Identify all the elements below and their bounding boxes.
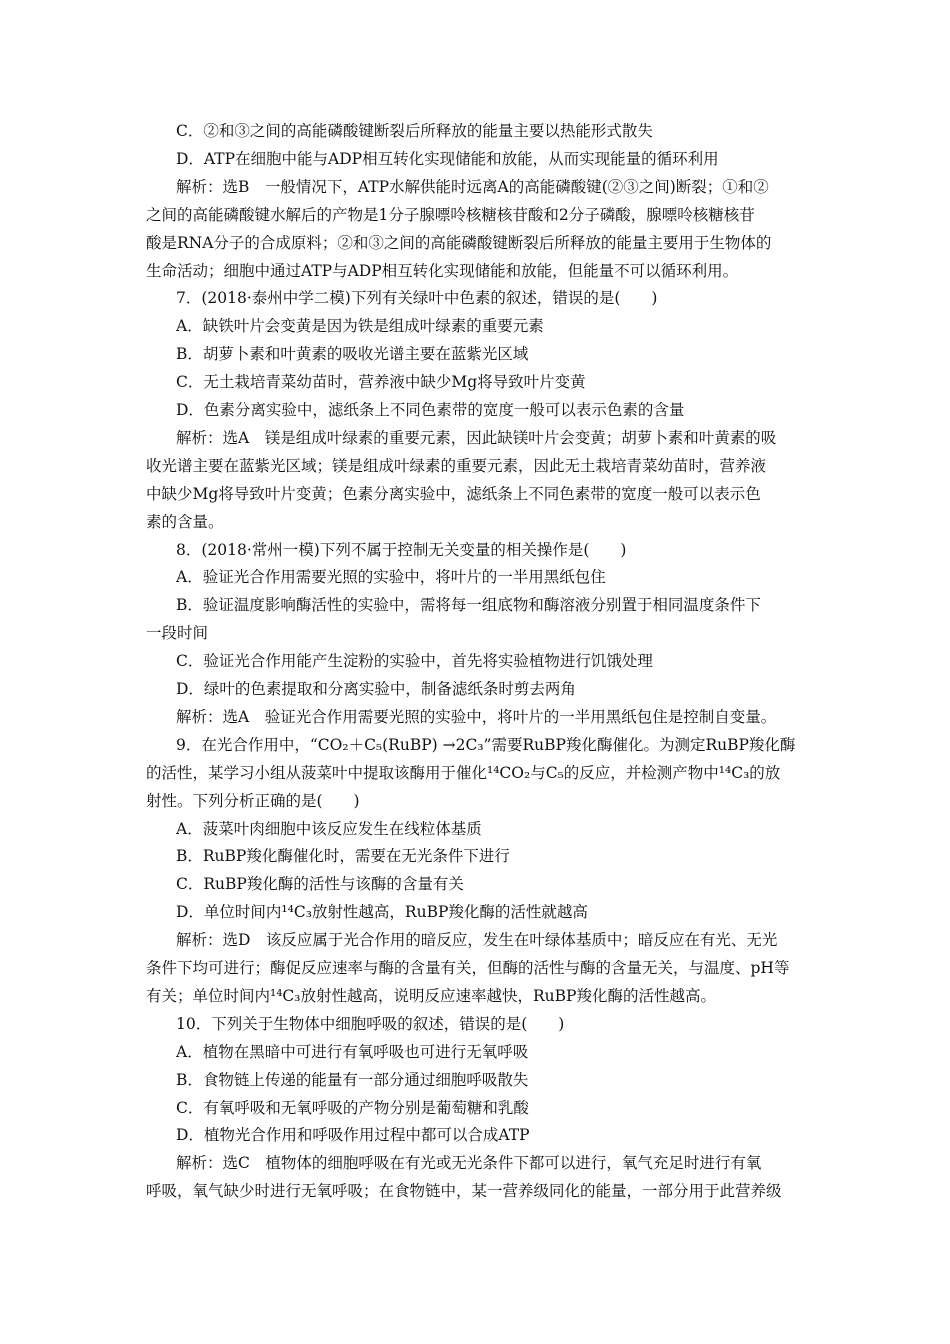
text-line: C．②和③之间的高能磷酸键断裂后所释放的能量主要以热能形式散失 [176, 122, 653, 140]
text-line: C．有氧呼吸和无氧呼吸的产物分别是葡萄糖和乳酸 [176, 1099, 529, 1117]
text-line: 素的含量。 [146, 513, 224, 531]
text-line: 解析：选A 验证光合作用需要光照的实验中，将叶片的一半用黑纸包住是控制自变量。 [176, 708, 777, 726]
text-line: 解析：选C 植物体的细胞呼吸在有光或无光条件下都可以进行，氧气充足时进行有氧 [176, 1154, 762, 1172]
text-line: 酸是RNA分子的合成原料；②和③之间的高能磷酸键断裂后所释放的能量主要用于生物体的 [146, 234, 772, 252]
text-line: C．无土栽培青菜幼苗时，营养液中缺少Mg将导致叶片变黄 [176, 373, 586, 391]
text-line: 收光谱主要在蓝紫光区域；镁是组成叶绿素的重要元素，因此无土栽培青菜幼苗时，营养液 [146, 457, 767, 475]
text-line: B．验证温度影响酶活性的实验中，需将每一组底物和酶溶液分别置于相同温度条件下 [176, 596, 761, 614]
text-line: C．验证光合作用能产生淀粉的实验中，首先将实验植物进行饥饿处理 [176, 652, 653, 670]
text-line: 7．(2018·泰州中学二模)下列有关绿叶中色素的叙述，错误的是( ) [176, 289, 658, 307]
text-line: B．胡萝卜素和叶黄素的吸收光谱主要在蓝紫光区域 [176, 345, 529, 363]
text-line: 解析：选B 一般情况下，ATP水解供能时远离A的高能磷酸键(②③之间)断裂；①和② [176, 178, 769, 196]
text-line: D．绿叶的色素提取和分离实验中，制备滤纸条时剪去两角 [176, 680, 576, 698]
text-line: 10．下列关于生物体中细胞呼吸的叙述，错误的是( ) [176, 1015, 565, 1033]
text-line: 解析：选A 镁是组成叶绿素的重要元素，因此缺镁叶片会变黄；胡萝卜素和叶黄素的吸 [176, 429, 777, 447]
text-line: 射性。下列分析正确的是( ) [146, 792, 360, 810]
text-line: 的活性，某学习小组从菠菜叶中提取该酶用于催化¹⁴CO₂与C₅的反应，并检测产物中¹⁴C₃的放 [146, 764, 781, 782]
text-line: A．缺铁叶片会变黄是因为铁是组成叶绿素的重要元素 [176, 317, 544, 335]
text-line: B．RuBP羧化酶催化时，需要在无光条件下进行 [176, 847, 510, 865]
text-line: 中缺少Mg将导致叶片变黄；色素分离实验中，滤纸条上不同色素带的宽度一般可以表示色 [146, 485, 761, 503]
text-line: 之间的高能磷酸键水解后的产物是1分子腺嘌呤核糖核苷酸和2分子磷酸，腺嘌呤核糖核苷 [146, 206, 755, 224]
text-line: D．ATP在细胞中能与ADP相互转化实现储能和放能，从而实现能量的循环利用 [176, 150, 719, 168]
text-line: 9．在光合作用中，“CO₂＋C₅(RuBP) →2C₃”需要RuBP羧化酶催化。为测定RuBP羧化酶 [176, 736, 796, 754]
text-line: A．验证光合作用需要光照的实验中，将叶片的一半用黑纸包住 [176, 568, 606, 586]
text-line: 呼吸，氧气缺少时进行无氧呼吸；在食物链中，某一营养级同化的能量，一部分用于此营养级 [146, 1182, 782, 1200]
text-line: D．色素分离实验中，滤纸条上不同色素带的宽度一般可以表示色素的含量 [176, 401, 685, 419]
text-line: B．食物链上传递的能量有一部分通过细胞呼吸散失 [176, 1071, 529, 1089]
text-line: C．RuBP羧化酶的活性与该酶的含量有关 [176, 875, 464, 893]
text-line: 生命活动；细胞中通过ATP与ADP相互转化实现储能和放能，但能量不可以循环利用。 [146, 262, 739, 280]
text-line: 解析：选D 该反应属于光合作用的暗反应，发生在叶绿体基质中；暗反应在有光、无光 [176, 931, 778, 949]
text-line: 一段时间 [146, 624, 209, 642]
text-line: A．植物在黑暗中可进行有氧呼吸也可进行无氧呼吸 [176, 1043, 529, 1061]
text-line: A．菠菜叶肉细胞中该反应发生在线粒体基质 [176, 820, 482, 838]
text-line: 条件下均可进行；酶促反应速率与酶的含量有关，但酶的活性与酶的含量无关，与温度、pH等 [146, 959, 790, 977]
text-line: 8．(2018·常州一模)下列不属于控制无关变量的相关操作是( ) [176, 541, 627, 559]
text-line: D．植物光合作用和呼吸作用过程中都可以合成ATP [176, 1126, 530, 1144]
text-line: D．单位时间内¹⁴C₃放射性越高，RuBP羧化酶的活性就越高 [176, 903, 588, 921]
text-line: 有关；单位时间内¹⁴C₃放射性越高，说明反应速率越快，RuBP羧化酶的活性越高。 [146, 987, 716, 1005]
